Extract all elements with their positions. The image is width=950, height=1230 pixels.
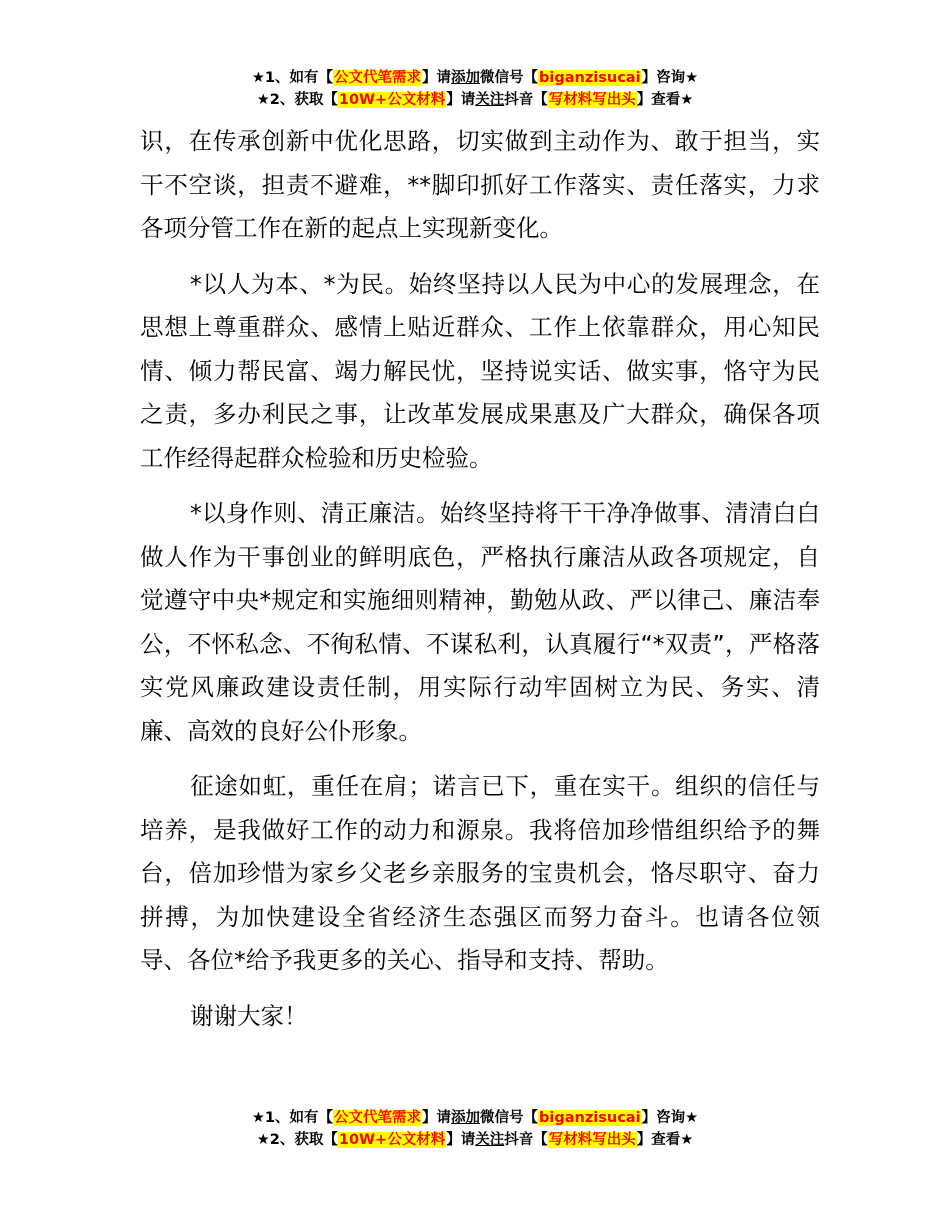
paragraph-people-first: *以人为本、*为民。始终坚持以人民为中心的发展理念，在思想上尊重群众、感情上贴近群众、工作上依靠群众，用心知民情、倾力帮民富、竭力解民忧，坚持说实话、做实事，恪守为民之责，多办利民之事，让改革发展成果惠及广大群众，确保各项工作经得起群众检验和历史检验。 [140, 269, 820, 472]
banner-line-2: ★2、获取【10W+公文材料】请关注抖音【写材料写出头】查看★ [256, 92, 694, 108]
highlight-service: 公文代笔需求 [334, 1110, 422, 1126]
highlight-materials: 10W+公文材料 [338, 92, 446, 108]
banner-line-1: ★1、如有【公文代笔需求】请添加微信号【biganzisucai】咨询★ [251, 70, 699, 86]
highlight-douyin-account: 写材料写出头 [548, 1132, 636, 1148]
banner-line-1: ★1、如有【公文代笔需求】请添加微信号【biganzisucai】咨询★ [251, 1110, 699, 1126]
footer-banner [0, 1107, 950, 1151]
highlight-wechat-id: biganzisucai [539, 1110, 641, 1126]
banner-line-2: ★2、获取【10W+公文材料】请关注抖音【写材料写出头】查看★ [256, 1132, 694, 1148]
paragraph-continued: 识，在传承创新中优化思路，切实做到主动作为、敢于担当，实干不空谈，担责不避难，**脚印抓好工作落实、责任落实，力求各项分管工作在新的起点上实现新变化。 [140, 127, 820, 242]
highlight-douyin-account: 写材料写出头 [548, 92, 636, 108]
paragraph-integrity: *以身作则、清正廉洁。始终坚持将干干净净做事、清清白白做人作为干事创业的鲜明底色，严格执行廉洁从政各项规定，自觉遵守中央*规定和实施细则精神，勤勉从政、严以律己、廉洁奉公，不怀私念、不徇私情、不谋私利，认真履行“*双责”，严格落实党风廉政建设责任制，用实际行动牢固树立为民、务实、清廉、高效的良好公仆形象。 [140, 499, 820, 745]
paragraph-thanks: 谢谢大家！ [190, 1001, 308, 1030]
highlight-wechat-id: biganzisucai [539, 70, 641, 86]
paragraph-commitment: 征途如虹，重任在肩；诺言已下，重在实干。组织的信任与培养，是我做好工作的动力和源泉。我将倍加珍惜组织给予的舞台，倍加珍惜为家乡父老乡亲服务的宝贵机会，恪尽职守、奋力拼搏，为加快建设全省经济生态强区而努力奋斗。也请各位领导、各位*给予我更多的关心、指导和支持、帮助。 [140, 772, 820, 974]
header-banner [0, 67, 950, 111]
highlight-service: 公文代笔需求 [334, 70, 422, 86]
highlight-materials: 10W+公文材料 [338, 1132, 446, 1148]
document-body [140, 120, 820, 1050]
